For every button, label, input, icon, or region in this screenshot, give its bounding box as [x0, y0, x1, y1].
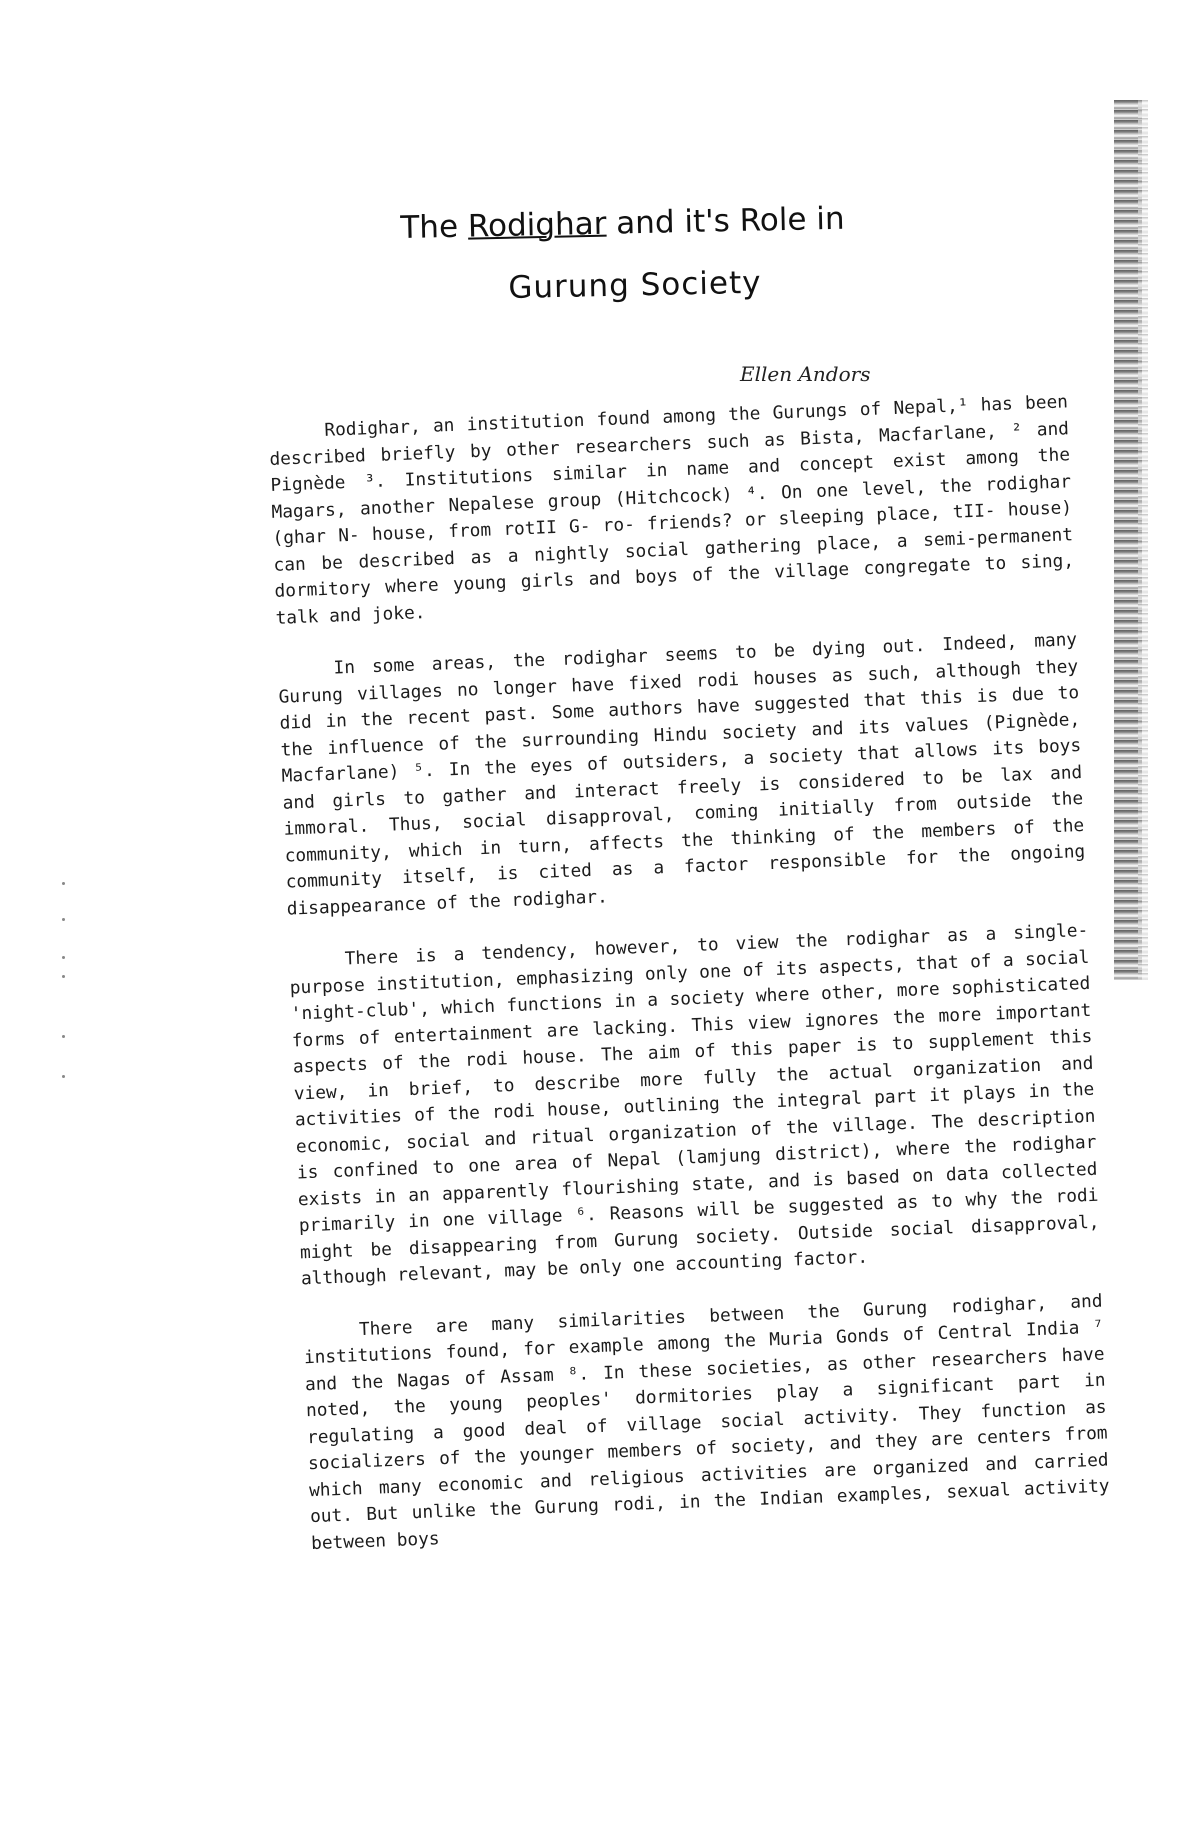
document-title-line2: Gurung Society — [508, 264, 762, 306]
body-text — [268, 389, 1112, 1583]
page-binding-shadow — [1138, 100, 1148, 980]
paragraph-2: In some areas, the rodighar seems to be dying out. Indeed, many Gurung villages no longer have fixed rodi houses as such, although they did in the recent past. Some authors have suggested that this is due to the influence of the surrounding Hindu society and its values (Pignède, Macfarlane) ⁵. In the eyes of outsiders, a society that allows its boys and girls to gather and interact freely is considered to be lax and immoral. Thus, social disapproval, coming initially from outside the community, which in turn, affects the thinking of the members of the community itself, is cited as a factor responsible for the ongoing disappearance of the rodighar. — [278, 629, 1086, 920]
author-name: Ellen Andors — [740, 362, 871, 386]
title-prefix: The — [400, 208, 469, 246]
document-title — [400, 197, 921, 248]
title-suffix: and it's Role in — [605, 200, 845, 242]
scan-speck — [62, 975, 65, 978]
paragraph-1: Rodighar, an institution found among the Gurungs of Nepal,¹ has been described briefly by other researchers such as Bista, Macfarlane, ² and Pignède ³. Institutions similar in name and concept exist among the Magars, another Nepalese group (Hitchcock) ⁴. On one level, the rodighar (ghar N- house, from rotII G- ro- friends? or sleeping place, tII- house) can be described as a nightly social gathering place, a semi-permanent dormitory where young girls and boys of the village congregate to sing, talk and joke. — [269, 391, 1075, 629]
paragraph-3: There is a tendency, however, to view the rodighar as a single-purpose institution, emphasizing only one of its aspects, that of a social 'night-club', which functions in a society where other, more sophisticated forms of entertainment are lacking. This view ignores the more important aspects of the rodi house. The aim of this paper is to supplement this view, in brief, to describe more fully the actual organization and activities of the rodi house, outlining the integral part it plays in the economic, social and ritual organization of the village. The description is confined to one area of Nepal (lamjung district), where the rodighar exists in an apparently flourishing state, and is based on data collected primarily in one village ⁶. Reasons will be suggested as to why the rodi might be disappearing from Gurung society. Outside social disapproval, although relevant, may be only one accounting factor. — [289, 919, 1100, 1290]
paragraph-4: There are many similarities between the Gurung rodighar, and institutions found, for example among the Muria Gonds of Central India ⁷ and the Nagas of Assam ⁸. In these societies, as other researchers have noted, the young peoples' dormitories play a significant part in regulating a good deal of village social activity. They function as socializers of the younger members of society, and they are centers from which many economic and religious activities are organized and carried out. But unlike the Gurung rodi, in the Indian examples, sexual activity between boys — [303, 1290, 1110, 1554]
scan-speck — [62, 882, 65, 885]
scan-speck — [62, 1075, 65, 1078]
scan-speck — [62, 1035, 65, 1038]
scan-speck — [62, 956, 65, 959]
title-rodighar: Rodighar — [467, 205, 607, 245]
scan-speck — [62, 918, 65, 921]
